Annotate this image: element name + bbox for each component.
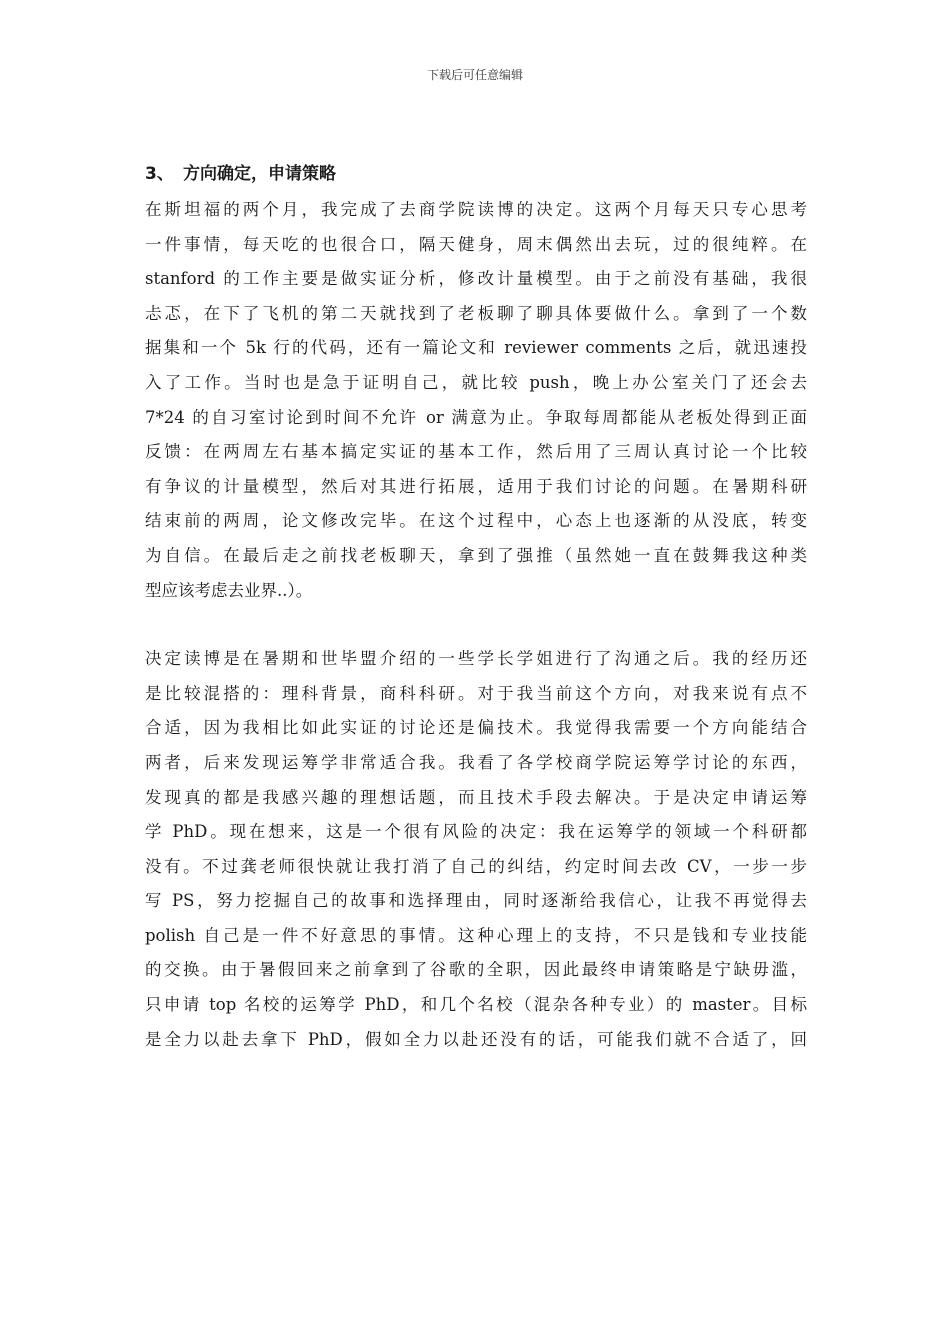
text-line: 入了工作。当时也是急于证明自己，就比较 push，晚上办公室关门了还会去 — [145, 372, 807, 392]
text-line: 写 PS，努力挖掘自己的故事和选择理由，同时逐渐给我信心，让我不再觉得去 — [145, 891, 807, 911]
text-line: polish 自己是一件不好意思的事情。这种心理上的支持，不只是钱和专业技能 — [145, 925, 807, 945]
text-line: 忐忑，在下了飞机的第二天就找到了老板聊了聊具体要做什么。拿到了一个数 — [145, 303, 807, 323]
text-line: 两者，后来发现运筹学非常适合我。我看了各学校商学院运筹学讨论的东西， — [145, 752, 807, 772]
paragraph-1 — [145, 193, 807, 608]
document-body — [145, 159, 807, 1057]
paragraph-2 — [145, 642, 807, 1057]
text-line: stanford 的工作主要是做实证分析，修改计量模型。由于之前没有基础，我很 — [145, 269, 807, 289]
text-line: 发现真的都是我感兴趣的理想话题，而且技术手段去解决。于是决定申请运筹 — [145, 787, 807, 807]
text-line: 只申请 top 名校的运筹学 PhD，和几个名校（混杂各种专业）的 master。目标 — [145, 995, 807, 1015]
page-header: 下载后可任意编辑 — [426, 68, 523, 82]
text-line: 型应该考虑去业界..）。 — [145, 580, 313, 600]
text-line: 是比较混搭的：理科背景，商科科研。对于我当前这个方向，对我来说有点不 — [145, 683, 807, 703]
section-title: 方向确定，申请策略 — [183, 164, 336, 184]
text-line: 据集和一个 5k 行的代码，还有一篇论文和 reviewer comments 之后，就迅速投 — [145, 338, 807, 358]
text-line: 学 PhD。现在想来，这是一个很有风险的决定：我在运筹学的领域一个科研都 — [145, 822, 807, 842]
text-line: 是全力以赴去拿下 PhD，假如全力以赴还没有的话，可能我们就不合适了，回 — [145, 1029, 807, 1049]
text-line: 在斯坦福的两个月，我完成了去商学院读博的决定。这两个月每天只专心思考 — [145, 200, 807, 219]
text-line: 决定读博是在暑期和世毕盟介绍的一些学长学姐进行了沟通之后。我的经历还 — [145, 649, 807, 669]
text-line: 有争议的计量模型，然后对其进行拓展，适用于我们讨论的问题。在暑期科研 — [145, 476, 807, 496]
section-number: 3、 — [145, 164, 174, 184]
text-line: 没有。不过龚老师很快就让我打消了自己的纠结，约定时间去改 CV，一步一步 — [145, 856, 807, 876]
section-heading — [145, 159, 807, 189]
paragraph-spacer — [145, 608, 807, 642]
text-line: 为自信。在最后走之前找老板聊天，拿到了强推（虽然她一直在鼓舞我这种类 — [145, 545, 807, 565]
text-line: 7*24 的自习室讨论到时间不允许 or 满意为止。争取每周都能从老板处得到正面 — [145, 407, 807, 427]
text-line: 的交换。由于暑假回来之前拿到了谷歌的全职，因此最终申请策略是宁缺毋滥， — [145, 960, 807, 980]
text-line: 反馈：在两周左右基本搞定实证的基本工作，然后用了三周认真讨论一个比较 — [145, 442, 807, 462]
text-line: 一件事情，每天吃的也很合口，隔天健身，周末偶然出去玩，过的很纯粹。在 — [145, 234, 807, 254]
text-line: 结束前的两周，论文修改完毕。在这个过程中，心态上也逐渐的从没底，转变 — [145, 511, 807, 531]
text-line: 合适，因为我相比如此实证的讨论还是偏技术。我觉得我需要一个方向能结合 — [145, 718, 807, 738]
